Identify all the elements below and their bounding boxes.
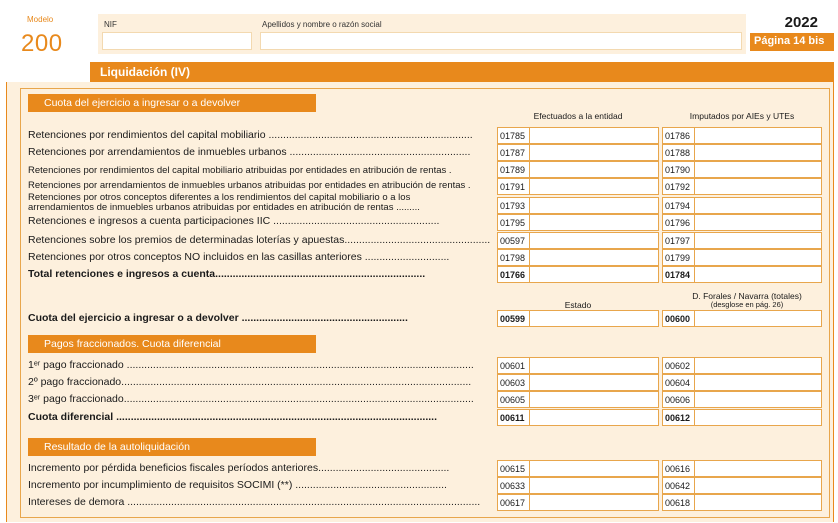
row-label-cont: arrendamientos de inmuebles urbanos atribuidas por entidades en atribución de rentas ......... bbox=[28, 203, 420, 212]
col-head-forales: D. Forales / Navarra (totales) bbox=[692, 291, 802, 301]
code: 00602 bbox=[663, 358, 695, 373]
field-00606[interactable] bbox=[662, 391, 822, 408]
field-01785[interactable] bbox=[497, 127, 659, 144]
code: 00642 bbox=[663, 478, 695, 493]
code: 01790 bbox=[663, 162, 695, 177]
field-00633[interactable] bbox=[497, 477, 659, 494]
section-pagos: Pagos fraccionados. Cuota diferencial bbox=[28, 335, 316, 353]
row-label-total: Total retenciones e ingresos a cuenta........................................................................ bbox=[28, 269, 426, 280]
field-01789[interactable] bbox=[497, 161, 659, 178]
field-00616[interactable] bbox=[662, 460, 822, 477]
field-01788[interactable] bbox=[662, 144, 822, 161]
row-label: Retenciones por otros conceptos NO incluidos en las casillas anteriores ............................. bbox=[28, 252, 450, 263]
col-head-forales-note: (desglose en pág. 26) bbox=[710, 300, 784, 309]
code: 00612 bbox=[663, 410, 695, 425]
code: 01785 bbox=[498, 128, 530, 143]
field-01784[interactable] bbox=[662, 266, 822, 283]
row-label: 2º pago fraccionado........................................................................................................................ bbox=[28, 377, 472, 388]
field-01787[interactable] bbox=[497, 144, 659, 161]
nombre-input[interactable] bbox=[260, 32, 742, 50]
code: 01791 bbox=[498, 179, 530, 194]
field-00597[interactable] bbox=[497, 232, 659, 249]
row-label-cuota-diferencial: Cuota diferencial .............................................................................................................. bbox=[28, 412, 437, 423]
code: 00618 bbox=[663, 495, 695, 510]
code: 00597 bbox=[498, 233, 530, 248]
field-01791[interactable] bbox=[497, 178, 659, 195]
col-head-efectuados: Efectuados a la entidad bbox=[533, 111, 623, 121]
field-01793[interactable] bbox=[497, 197, 659, 214]
code: 01798 bbox=[498, 250, 530, 265]
nombre-label: Apellidos y nombre o razón social bbox=[262, 20, 382, 29]
code: 00615 bbox=[498, 461, 530, 476]
modelo-number: 200 bbox=[21, 30, 63, 57]
row-label: Retenciones e ingresos a cuenta participaciones IIC ......................................................... bbox=[28, 216, 440, 227]
code: 01799 bbox=[663, 250, 695, 265]
col-head-imputados: Imputados por AIEs y UTEs bbox=[689, 111, 795, 121]
page-title: Liquidación (IV) bbox=[100, 65, 190, 79]
modelo-label: Modelo bbox=[27, 15, 54, 24]
code: 01766 bbox=[498, 267, 530, 282]
field-01799[interactable] bbox=[662, 249, 822, 266]
code: 00611 bbox=[498, 410, 530, 425]
code: 00604 bbox=[663, 375, 695, 390]
row-label: Intereses de demora ......................................................................................................................... bbox=[28, 497, 481, 508]
nif-label: NIF bbox=[104, 20, 117, 29]
field-01766[interactable] bbox=[497, 266, 659, 283]
row-label: Retenciones por rendimientos del capital mobiliario atribuidas por entidades en atribución de rentas . bbox=[28, 166, 452, 175]
nif-input[interactable] bbox=[102, 32, 252, 50]
section-resultado: Resultado de la autoliquidación bbox=[28, 438, 316, 456]
code: 01788 bbox=[663, 145, 695, 160]
field-01795[interactable] bbox=[497, 214, 659, 231]
row-label: Retenciones por otros conceptos diferentes a los rendimientos del capital mobiliario o a los bbox=[28, 193, 411, 202]
page-badge: Página 14 bis bbox=[750, 33, 834, 51]
field-00617[interactable] bbox=[497, 494, 659, 511]
nif-box bbox=[98, 14, 256, 54]
code: 01787 bbox=[498, 145, 530, 160]
row-label: 3ᵉʳ pago fraccionado........................................................................................................................ bbox=[28, 394, 474, 405]
code: 01789 bbox=[498, 162, 530, 177]
field-00642[interactable] bbox=[662, 477, 822, 494]
row-label: Retenciones por arrendamientos de inmuebles urbanos .............................................................. bbox=[28, 147, 471, 158]
row-label: Retenciones por rendimientos del capital mobiliario ...................................................................... bbox=[28, 130, 473, 141]
code: 00601 bbox=[498, 358, 530, 373]
field-01797[interactable] bbox=[662, 232, 822, 249]
code: 00633 bbox=[498, 478, 530, 493]
code: 01786 bbox=[663, 128, 695, 143]
code: 00606 bbox=[663, 392, 695, 407]
field-00611[interactable] bbox=[497, 409, 659, 426]
field-00604[interactable] bbox=[662, 374, 822, 391]
field-01792[interactable] bbox=[662, 178, 822, 195]
row-label: Retenciones sobre los premios de determinadas loterías y apuestas.................................................. bbox=[28, 235, 491, 246]
field-01798[interactable] bbox=[497, 249, 659, 266]
code: 01792 bbox=[663, 179, 695, 194]
field-00603[interactable] bbox=[497, 374, 659, 391]
field-00615[interactable] bbox=[497, 460, 659, 477]
code: 01784 bbox=[663, 267, 695, 282]
code: 00600 bbox=[663, 311, 695, 326]
nombre-box bbox=[256, 14, 746, 54]
section-title-bar bbox=[90, 62, 834, 82]
row-label: Incremento por incumplimiento de requisitos SOCIMI (**) .................................................... bbox=[28, 480, 447, 491]
row-label: 1ᵉʳ pago fraccionado ....................................................................................................................... bbox=[28, 360, 474, 371]
field-01786[interactable] bbox=[662, 127, 822, 144]
code: 00603 bbox=[498, 375, 530, 390]
year: 2022 bbox=[784, 14, 818, 31]
row-label: Retenciones por arrendamientos de inmuebles urbanos atribuidas por entidades en atribución de rentas . bbox=[28, 181, 471, 190]
code: 01795 bbox=[498, 215, 530, 230]
code: 00617 bbox=[498, 495, 530, 510]
col-head-estado: Estado bbox=[564, 300, 592, 310]
field-01790[interactable] bbox=[662, 161, 822, 178]
field-00600[interactable] bbox=[662, 310, 822, 327]
code: 01794 bbox=[663, 198, 695, 213]
code: 01793 bbox=[498, 198, 530, 213]
code: 00599 bbox=[498, 311, 530, 326]
row-label: Incremento por pérdida beneficios fiscales períodos anteriores............................................. bbox=[28, 463, 450, 474]
field-00602[interactable] bbox=[662, 357, 822, 374]
code: 01797 bbox=[663, 233, 695, 248]
field-00601[interactable] bbox=[497, 357, 659, 374]
field-00599[interactable] bbox=[497, 310, 659, 327]
field-00605[interactable] bbox=[497, 391, 659, 408]
code: 00616 bbox=[663, 461, 695, 476]
field-00618[interactable] bbox=[662, 494, 822, 511]
row-label-cuota: Cuota del ejercicio a ingresar o a devolver ......................................................... bbox=[28, 313, 408, 324]
field-01796[interactable] bbox=[662, 214, 822, 231]
field-00612[interactable] bbox=[662, 409, 822, 426]
code: 01796 bbox=[663, 215, 695, 230]
field-01794[interactable] bbox=[662, 197, 822, 214]
code: 00605 bbox=[498, 392, 530, 407]
section-cuota: Cuota del ejercicio a ingresar o a devolver bbox=[28, 94, 316, 112]
